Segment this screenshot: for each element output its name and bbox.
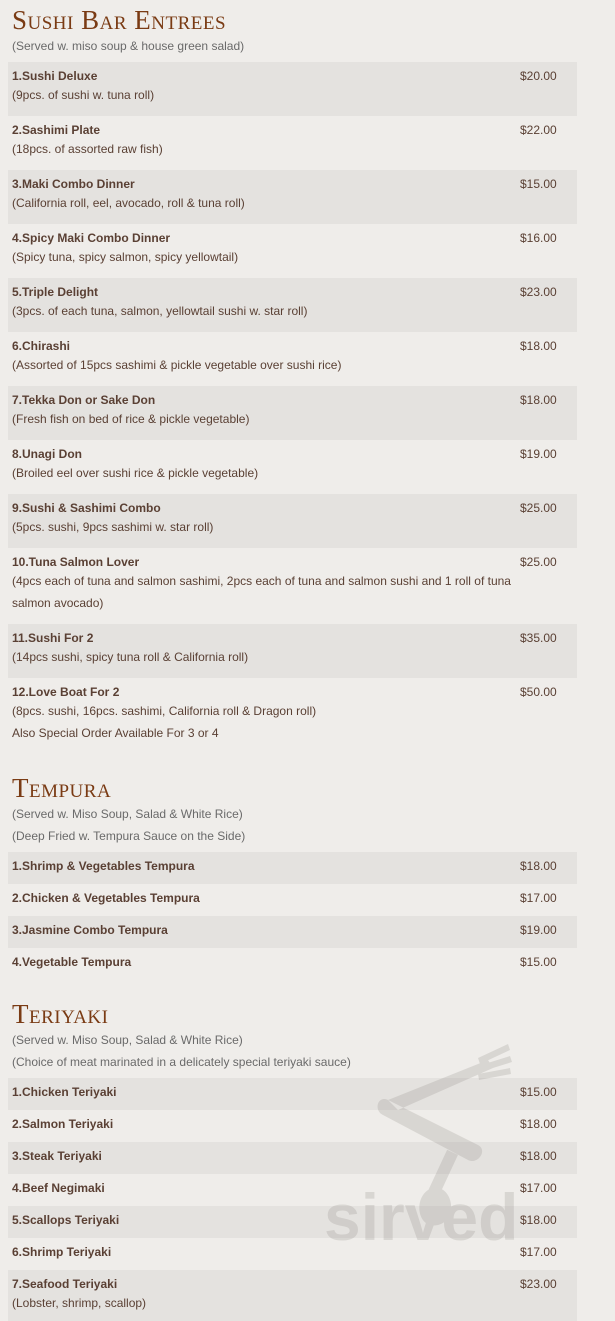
menu-item-name: 2.Sashimi Plate: [12, 123, 101, 137]
menu-item-name: 12.Love Boat For 2: [12, 685, 120, 699]
menu-item-name: 5.Triple Delight: [12, 285, 99, 299]
menu-item: [8, 1078, 577, 1110]
menu-item-name: 2.Salmon Teriyaki: [12, 1117, 114, 1131]
menu-item-price: $18.00: [520, 1213, 557, 1227]
menu-item-price: $19.00: [520, 447, 557, 461]
menu-item: [8, 494, 577, 548]
menu-item: [8, 1110, 577, 1142]
menu-item-price: $23.00: [520, 1277, 557, 1291]
menu-item: [8, 116, 577, 170]
menu-item: [8, 1270, 577, 1321]
menu-item: [8, 170, 577, 224]
menu-item: [8, 332, 577, 386]
menu-item-name: 6.Shrimp Teriyaki: [12, 1245, 112, 1259]
menu-item-name: 5.Scallops Teriyaki: [12, 1213, 120, 1227]
menu-item-name: 11.Sushi For 2: [12, 631, 94, 645]
menu-item-price: $17.00: [520, 891, 557, 905]
teriyaki-section-title: Teriyaki: [12, 999, 109, 1029]
menu-item-price: $15.00: [520, 1085, 557, 1099]
menu-item-name: 4.Beef Negimaki: [12, 1181, 105, 1195]
menu-item-name: 3.Steak Teriyaki: [12, 1149, 102, 1163]
menu-item-name: 1.Sushi Deluxe: [12, 69, 98, 83]
menu-item-price: $16.00: [520, 231, 557, 245]
menu-item-name: 6.Chirashi: [12, 339, 71, 353]
menu-item: [8, 224, 577, 278]
menu-item-description: (California roll, eel, avocado, roll & tuna roll): [12, 196, 245, 210]
menu-item-price: $17.00: [520, 1245, 557, 1259]
menu-item-price: $18.00: [520, 859, 557, 873]
menu-item-price: $18.00: [520, 1117, 557, 1131]
tempura-section-note: (Deep Fried w. Tempura Sauce on the Side): [12, 829, 246, 843]
menu-item-description: (8pcs. sushi, 16pcs. sashimi, California roll & Dragon roll): [12, 704, 317, 718]
menu-item-price: $19.00: [520, 923, 557, 937]
menu-item-name: 3.Jasmine Combo Tempura: [12, 923, 168, 937]
menu-item-price: $18.00: [520, 1149, 557, 1163]
menu-item-description: (18pcs. of assorted raw fish): [12, 142, 163, 156]
tempura-section-note: (Served w. Miso Soup, Salad & White Rice): [12, 807, 243, 821]
menu-item-description: Also Special Order Available For 3 or 4: [12, 726, 219, 740]
menu-item: [8, 884, 577, 916]
menu-item-price: $15.00: [520, 955, 557, 969]
menu-item: [8, 440, 577, 494]
menu-item-name: 4.Spicy Maki Combo Dinner: [12, 231, 171, 245]
teriyaki-section-note: (Served w. Miso Soup, Salad & White Rice): [12, 1033, 243, 1047]
menu-item-description: (9pcs. of sushi w. tuna roll): [12, 88, 155, 102]
menu-item: [8, 62, 577, 116]
menu-item-description: (14pcs sushi, spicy tuna roll & California roll): [12, 650, 249, 664]
menu-item: [8, 916, 577, 948]
menu-item-name: 8.Unagi Don: [12, 447, 83, 461]
menu-item-description: (5pcs. sushi, 9pcs sashimi w. star roll): [12, 520, 214, 534]
sushi-section-title: Sushi Bar Entrees: [12, 5, 227, 35]
menu-item-name: 1.Chicken Teriyaki: [12, 1085, 117, 1099]
menu-item: [8, 1142, 577, 1174]
menu-item-price: $20.00: [520, 69, 557, 83]
menu-item: [8, 678, 577, 754]
menu-item-price: $25.00: [520, 555, 557, 569]
menu-item-price: $23.00: [520, 285, 557, 299]
menu-item-price: $18.00: [520, 393, 557, 407]
menu-item-price: $25.00: [520, 501, 557, 515]
watermark-text: sirved: [324, 1180, 519, 1254]
menu-item-price: $15.00: [520, 177, 557, 191]
teriyaki-section-note: (Choice of meat marinated in a delicately special teriyaki sauce): [12, 1055, 351, 1069]
menu-item-price: $35.00: [520, 631, 557, 645]
menu-item-name: 1.Shrimp & Vegetables Tempura: [12, 859, 195, 873]
menu-item: [8, 386, 577, 440]
menu-item-price: $18.00: [520, 339, 557, 353]
menu-item: [8, 278, 577, 332]
menu-item-name: 7.Seafood Teriyaki: [12, 1277, 118, 1291]
menu-item-description: (Broiled eel over sushi rice & pickle vegetable): [12, 466, 259, 480]
menu-item-description: (3pcs. of each tuna, salmon, yellowtail sushi w. star roll): [12, 304, 308, 318]
menu-item-name: 9.Sushi & Sashimi Combo: [12, 501, 161, 515]
menu-item: [8, 948, 577, 980]
menu-item: [8, 624, 577, 678]
menu-item-name: 7.Tekka Don or Sake Don: [12, 393, 156, 407]
menu-item-price: $50.00: [520, 685, 557, 699]
menu-item-description: (Fresh fish on bed of rice & pickle vegetable): [12, 412, 250, 426]
menu-item-description: (Spicy tuna, spicy salmon, spicy yellowtail): [12, 250, 239, 264]
menu-item: [8, 548, 577, 624]
sushi-section-note: (Served w. miso soup & house green salad): [12, 39, 245, 53]
menu-item-description: (Lobster, shrimp, scallop): [12, 1296, 147, 1310]
menu-item: [8, 1238, 577, 1270]
menu-item-price: $17.00: [520, 1181, 557, 1195]
menu-item: [8, 852, 577, 884]
tempura-section-title: Tempura: [12, 773, 112, 803]
menu-item-name: 2.Chicken & Vegetables Tempura: [12, 891, 200, 905]
menu-item-name: 4.Vegetable Tempura: [12, 955, 132, 969]
menu-item: [8, 1174, 577, 1206]
menu-item-price: $22.00: [520, 123, 557, 137]
menu-item-name: 10.Tuna Salmon Lover: [12, 555, 140, 569]
menu-item-description: (4pcs each of tuna and salmon sashimi, 2pcs each of tuna and salmon sushi and 1 roll of tuna salmon avocado): [12, 574, 511, 610]
menu-item: [8, 1206, 577, 1238]
menu-item-name: 3.Maki Combo Dinner: [12, 177, 135, 191]
menu-item-description: (Assorted of 15pcs sashimi & pickle vegetable over sushi rice): [12, 358, 342, 372]
